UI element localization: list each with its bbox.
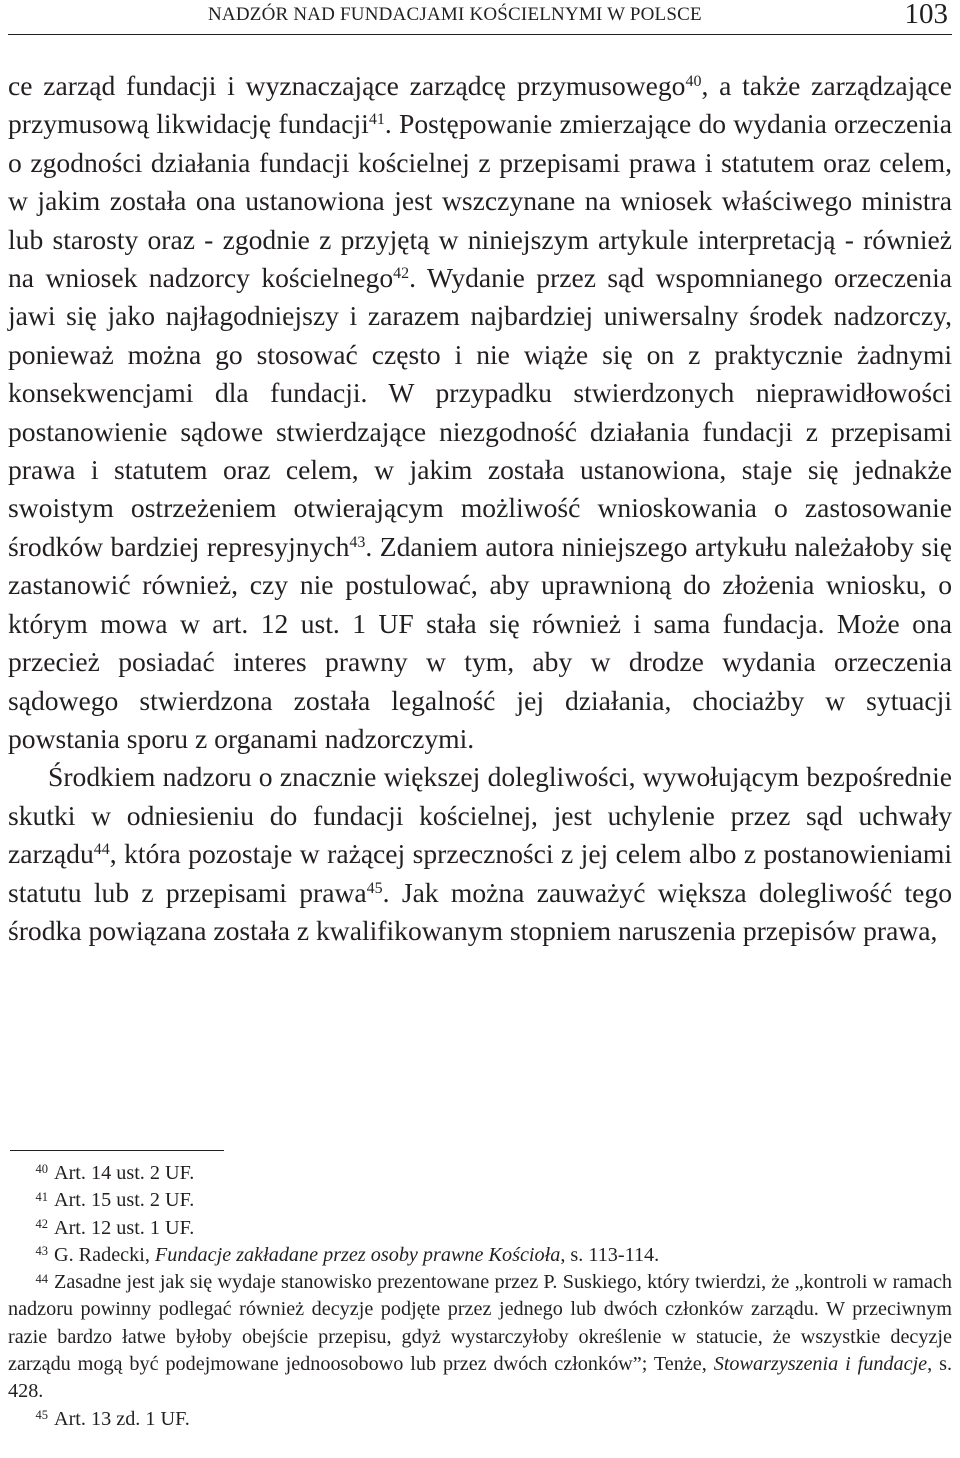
footnote-41: 41 Art. 15 ust. 2 UF. [35, 1189, 195, 1212]
running-title: NADZÓR NAD FUNDACJAMI KOŚCIELNYMI W POLSCE [208, 4, 702, 25]
main-text [8, 67, 952, 950]
paragraph-2 [8, 758, 952, 950]
footnote-44: 44 Zasadne jest jak się wydaje stanowisko prezentowane przez P. Suskiego, który twierdzi, że „kontroli w ramach nadzoru powinny podlegać również decyzje podjęte przez jednego lub dwóch członków zarządu. W przeciwnym razie bardzo łatwe byłoby obejście przepisu, gdyż wystarczyłoby określenie w statucie, że wszystkie decyzje zarządu mogą być podejmowane jednoosobowo lub przez dwóch członków”; Tenże, Stowarzyszenia i fundacje, s. 428. [8, 1271, 953, 1403]
text-run: ce zarząd fundacji i wyznaczające zarządcę przymusowego [8, 70, 686, 101]
footnote-text: G. Radecki, [54, 1243, 155, 1266]
text-run: . Wydanie przez sąd wspomnianego orzeczenia jawi się jako najłagodniejszy i zarazem najbardziej uniwersalny środek nadzorczy, ponieważ można go stosować często i nie wiąże się on z praktycznie żadnymi konsekwencjami dla fundacji. W przypadku stwierdzonych nieprawidłowości postanowienie sądowe stwierdzające niezgodność działania fundacji z przepisami prawa i statutem oraz celem, w jakim została ustanowiona, staje się jednakże swoistym ostrzeżeniem otwierającym możliwość wnioskowania o zastosowanie środków bardziej represyjnych [8, 262, 952, 562]
footnote-text: Zasadne jest jak się wydaje stanowisko prezentowane przez P. Suskiego, który twierdzi, że „kontroli w ramach nadzoru powinny podlegać również decyzje podjęte przez jednego lub dwóch członków zarządu. W przeciwnym razie bardzo łatwe byłoby obejście przepisu, gdyż wystarczyłoby określenie w statucie, że wszystkie decyzje zarządu mogą być podejmowane jednoosobowo lub przez dwóch członków”; Tenże, [8, 1271, 952, 1376]
footnote-text: Art. 13 zd. 1 UF. [54, 1407, 190, 1430]
footnote-text: Art. 14 ust. 2 UF. [54, 1162, 195, 1184]
cited-title: Fundacje zakładane przez osoby prawne Kościoła [154, 1243, 561, 1266]
footnote-ref-44[interactable]: 44 [93, 841, 110, 859]
footnote-text: Art. 15 ust. 2 UF. [54, 1189, 195, 1212]
page-number: 103 [904, 0, 948, 30]
footnotes [8, 1160, 952, 1433]
footnote-43: 43 G. Radecki, Fundacje zakładane przez osoby prawne Kościoła, s. 113-114. [35, 1243, 660, 1266]
text-run: . Jak można zauważyć większa dolegliwość tego środka powiązana została z kwalifikowanym stopniem naruszenia przepisów prawa, [8, 876, 953, 946]
footnote-ref-41[interactable]: 41 [368, 111, 385, 129]
footnote-text: , s. 428. [8, 1353, 953, 1403]
footnote-ref-42[interactable]: 42 [393, 265, 410, 283]
text-run: Środkiem nadzoru o znacznie większej dolegliwości, wywołującym bezpośrednie skutki w odniesieniu do fundacji kościelnej, jest uchylenie przez sąd uchwały zarządu [8, 761, 952, 870]
text-run: , która pozostaje w rażącej sprzeczności z jej celem albo z postanowieniami statutu lub z przepisami prawa [8, 838, 952, 908]
footnote-ref-45[interactable]: 45 [366, 879, 383, 897]
footnote-42: 42 Art. 12 ust. 1 UF. [35, 1216, 195, 1239]
text-run: . Postępowanie zmierzające do wydania orzeczenia o zgodności działania fundacji kościelnej z przepisami prawa i statutem oraz celem, w jakim została ona ustanowiona jest wszczynane na wniosek właściwego ministra lub starosty oraz - zgodnie z przyjętą w niniejszym artykule interpretacją - również na wniosek nadzorcy kościelnego [8, 108, 952, 294]
page-header [8, 0, 952, 35]
cited-title: Stowarzyszenia i fundacje [713, 1353, 928, 1376]
footnote-ref-43[interactable]: 43 [349, 534, 366, 552]
footnote-text: , s. 113-114. [560, 1243, 660, 1266]
text-run: , a także zarządzające przymusową likwidację fundacji [8, 70, 952, 140]
paragraph-1 [8, 67, 952, 758]
footnote-40: 40 Art. 14 ust. 2 UF. [35, 1162, 195, 1184]
footnote-ref-40[interactable]: 40 [685, 73, 702, 91]
footnote-text: Art. 12 ust. 1 UF. [54, 1216, 195, 1239]
footnote-separator [10, 1150, 224, 1151]
footnote-45: 45 Art. 13 zd. 1 UF. [35, 1407, 190, 1430]
text-run: . Zdaniem autora niniejszego artykułu należałoby się zastanowić również, czy nie postulować, aby uprawnioną do złożenia wniosku, o którym mowa w art. 12 ust. 1 UF stała się również i sama fundacja. Może ona przecież posiadać interes prawny w tym, aby w drodze wydania orzeczenia sądowego stwierdzona została legalność jej działania, chociażby w sytuacji powstania sporu z organami nadzorczymi. [8, 530, 952, 754]
